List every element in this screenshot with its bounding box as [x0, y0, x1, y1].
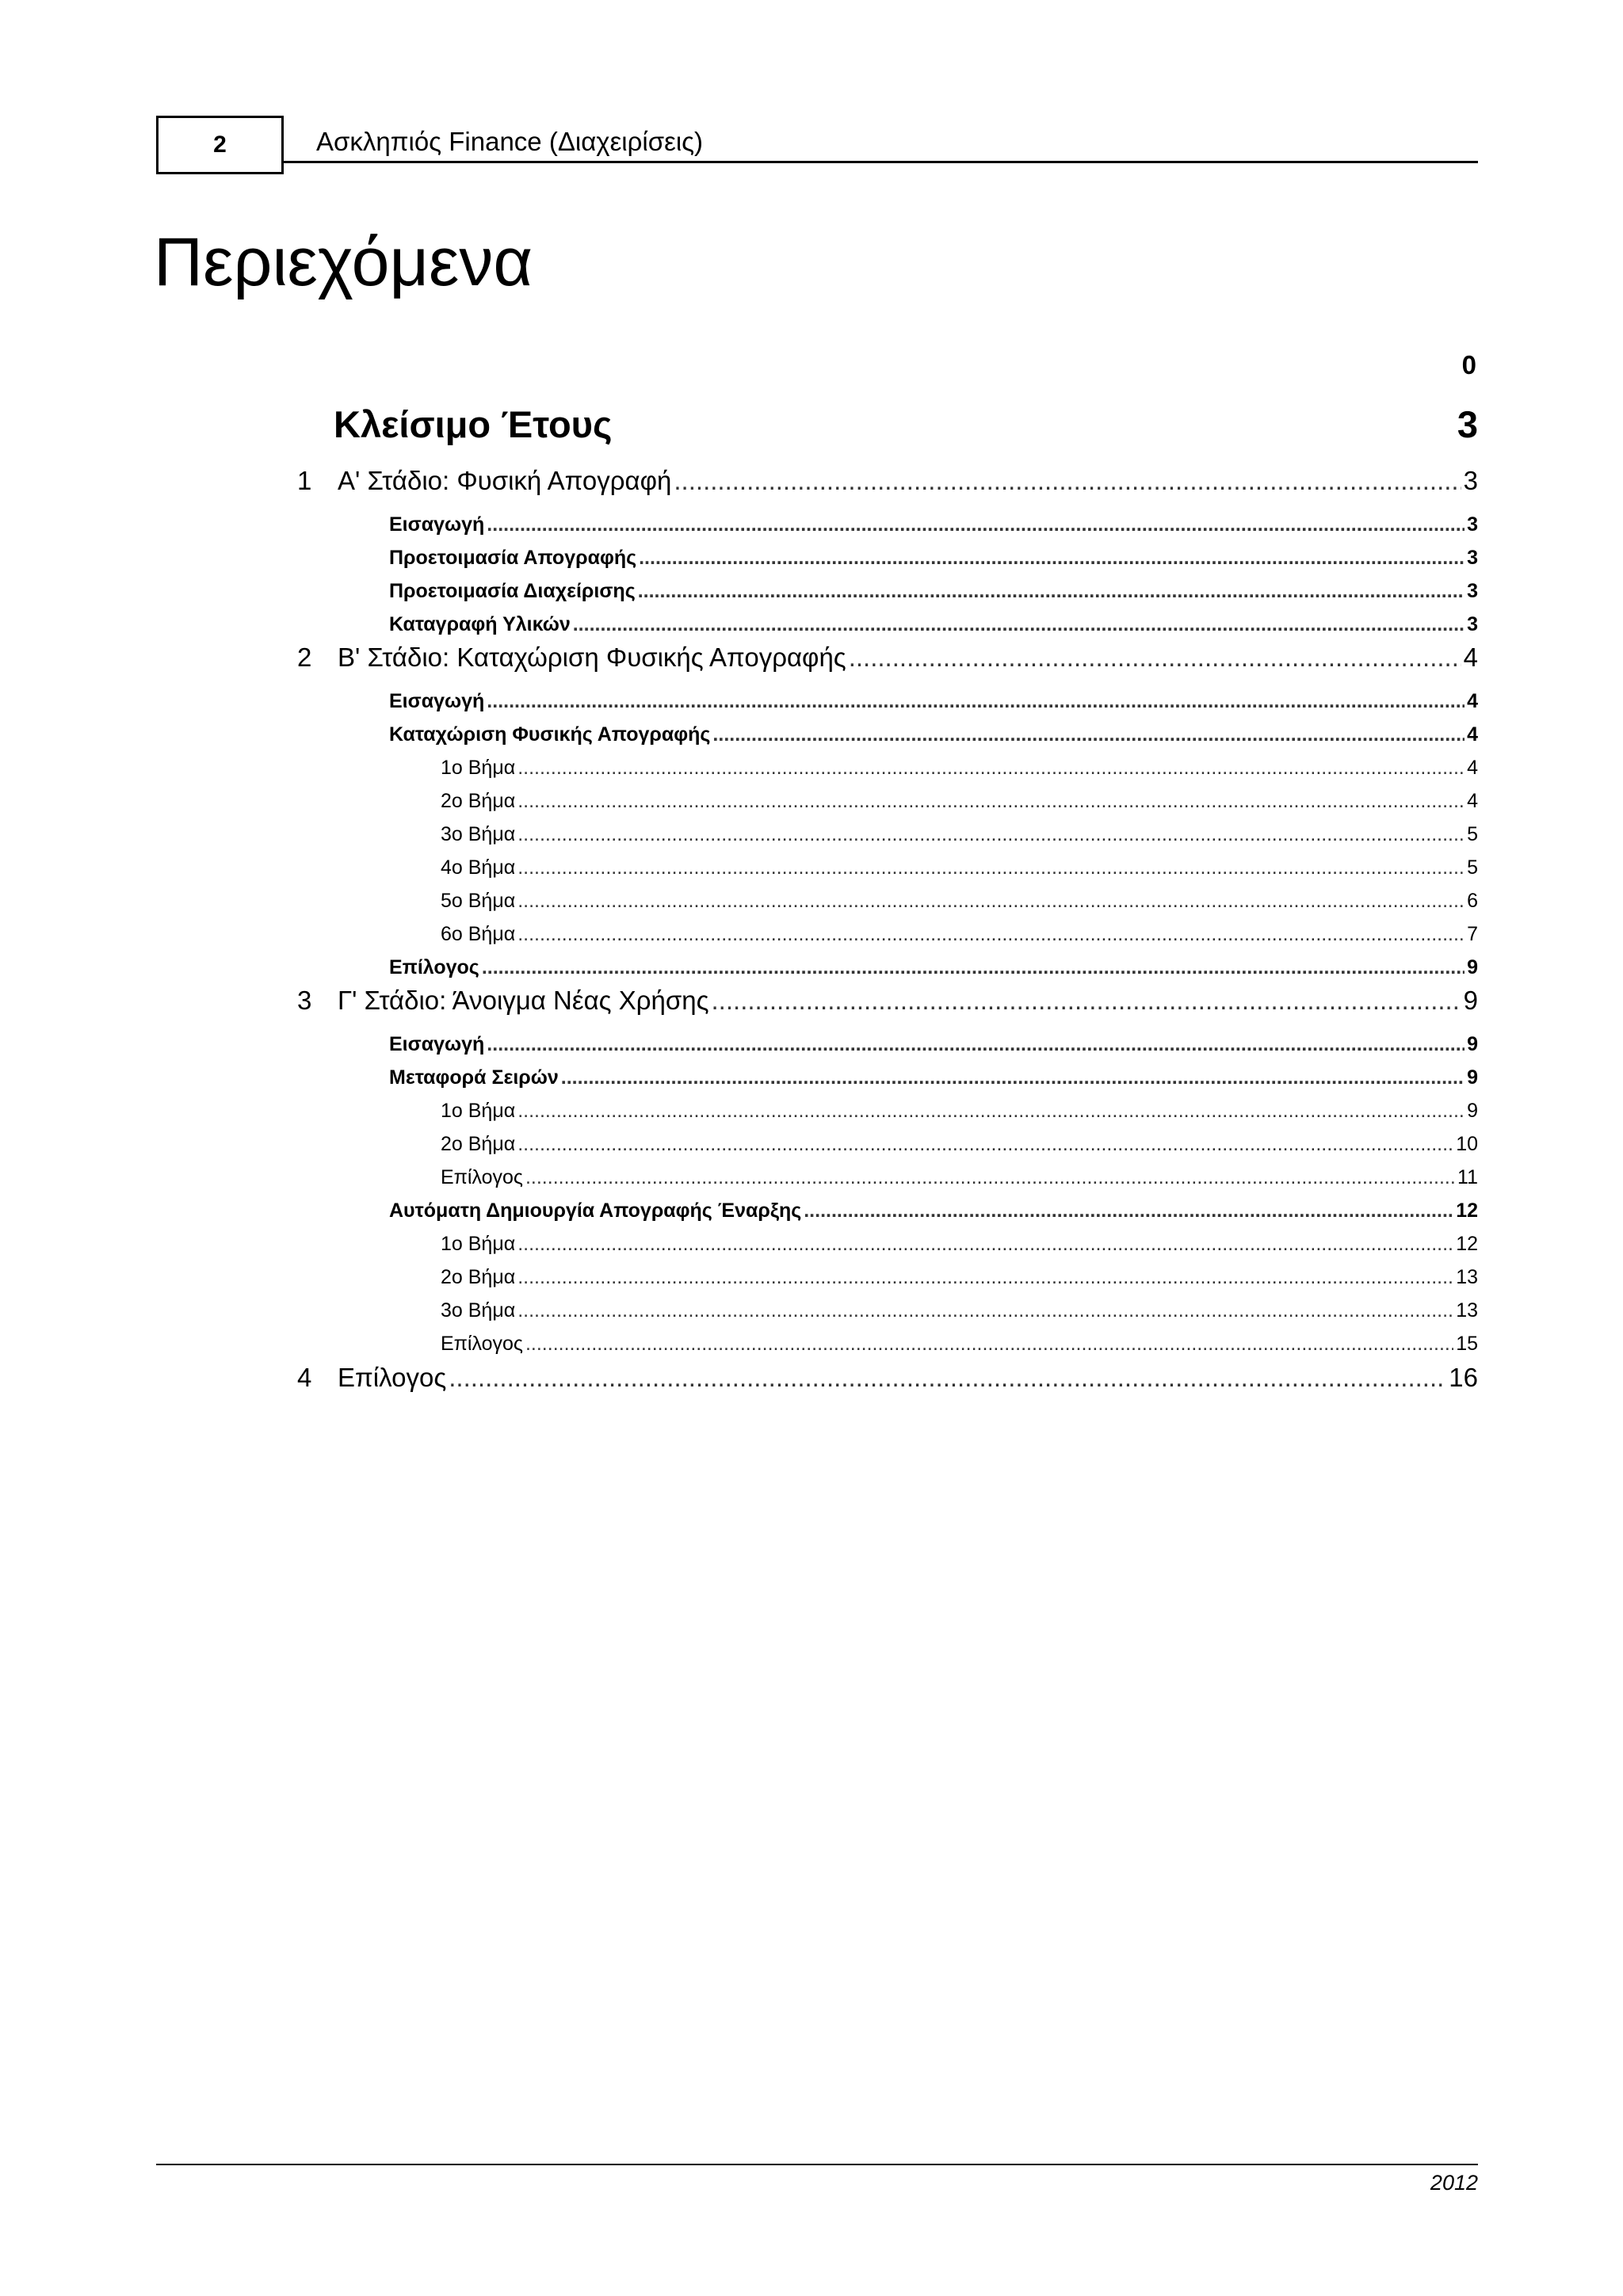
chapter-title: Κλείσιμο Έτους	[334, 403, 613, 445]
toc-entry-label: Εισαγωγή	[389, 1033, 485, 1055]
toc-entry-level2[interactable]	[389, 1033, 1478, 1056]
toc-entry-label: Καταχώριση Φυσικής Απογραφής	[389, 723, 711, 746]
toc-entry-page: 5	[1467, 823, 1478, 845]
dot-leader	[525, 1333, 1453, 1356]
toc-entry-label: 5ο Βήμα	[441, 890, 516, 912]
toc-entry-label: Εισαγωγή	[389, 690, 485, 712]
dot-leader	[449, 1363, 1446, 1393]
toc-entry-level2[interactable]	[389, 723, 1478, 746]
toc-entry-label: Καταγραφή Υλικών	[389, 613, 571, 635]
dot-leader	[517, 890, 1465, 913]
toc-entry-label: 2ο Βήμα	[441, 1266, 516, 1288]
toc-entry-level3[interactable]	[441, 823, 1478, 846]
toc-entry-label: 1ο Βήμα	[441, 1233, 516, 1255]
toc-entry-level3[interactable]	[441, 790, 1478, 813]
toc-entry-page: 11	[1457, 1166, 1478, 1188]
toc-entry-page: 9	[1467, 956, 1478, 978]
toc-entry-label: 6ο Βήμα	[441, 923, 516, 945]
toc-entry-level3[interactable]	[441, 1100, 1478, 1123]
dot-leader	[638, 580, 1465, 603]
toc-entry-page: 3	[1463, 466, 1478, 495]
toc-entry-page: 15	[1456, 1333, 1478, 1355]
toc-entry-page: 9	[1463, 986, 1478, 1015]
toc-entry-label: Επίλογος	[338, 1363, 447, 1392]
dot-leader	[525, 1166, 1455, 1189]
toc-entry-page: 3	[1467, 613, 1478, 635]
toc-entry-page: 9	[1467, 1033, 1478, 1055]
dot-leader	[517, 923, 1465, 946]
toc-entry-label: 2ο Βήμα	[441, 790, 516, 812]
dot-leader	[517, 1100, 1465, 1123]
dot-leader	[517, 823, 1465, 846]
dot-leader	[517, 856, 1465, 879]
toc-entry-level3[interactable]	[441, 856, 1478, 879]
toc-entry-label: Επίλογος	[441, 1166, 523, 1188]
toc-entry-label: Εισαγωγή	[389, 513, 485, 536]
dot-leader	[487, 513, 1465, 536]
dot-leader	[487, 1033, 1465, 1056]
dot-leader	[482, 956, 1465, 979]
toc-entry-level3[interactable]	[441, 1133, 1478, 1156]
toc-entry-level2[interactable]	[389, 580, 1478, 603]
toc-entry-number: 2	[297, 643, 312, 672]
toc-entry-label: 2ο Βήμα	[441, 1133, 516, 1155]
toc-entry-level3[interactable]	[441, 890, 1478, 913]
toc-entry-page: 13	[1456, 1299, 1478, 1322]
toc-entry-page: 10	[1456, 1133, 1478, 1155]
dot-leader	[573, 613, 1465, 636]
chapter-heading[interactable]	[334, 402, 1478, 450]
toc-entry-number: 4	[297, 1363, 312, 1392]
toc-entry-page: 3	[1467, 580, 1478, 602]
dot-leader	[639, 547, 1465, 570]
chapter-page: 3	[1457, 403, 1478, 445]
toc-entry-level2[interactable]	[389, 513, 1478, 536]
toc-entry-level2[interactable]	[389, 1199, 1478, 1222]
dot-leader	[712, 723, 1465, 746]
toc-entry-label: 3ο Βήμα	[441, 1299, 516, 1322]
dot-leader	[517, 1233, 1453, 1256]
dot-leader	[517, 1299, 1453, 1322]
toc-entry-level3[interactable]	[441, 923, 1478, 946]
dot-leader	[517, 757, 1465, 780]
toc-entry-level2[interactable]	[389, 690, 1478, 713]
header-title: Ασκληπιός Finance (Διαχειρίσεις)	[316, 127, 704, 156]
toc-entry-page: 12	[1456, 1233, 1478, 1255]
footer-year: 2012	[1430, 2171, 1478, 2195]
toc-entry-level3[interactable]	[441, 1333, 1478, 1356]
toc-entry-page: 4	[1467, 790, 1478, 812]
toc-entry-label: 4ο Βήμα	[441, 856, 516, 879]
toc-entry-level1[interactable]	[297, 466, 1478, 496]
toc-entry-label: 3ο Βήμα	[441, 823, 516, 845]
toc-entry-level3[interactable]	[441, 757, 1478, 780]
toc-entry-level1[interactable]	[297, 1363, 1478, 1393]
toc-entry-label: Προετοιμασία Διαχείρισης	[389, 580, 636, 602]
toc-entry-label: Γ' Στάδιο: Άνοιγμα Νέας Χρήσης	[338, 986, 709, 1015]
toc-entry-number: 1	[297, 466, 312, 495]
dot-leader	[487, 690, 1465, 713]
page-title: Περιεχόμενα	[154, 224, 533, 300]
toc-entry-page: 13	[1456, 1266, 1478, 1288]
toc-entry-level1[interactable]	[297, 643, 1478, 673]
header-page-number: 2	[156, 116, 284, 174]
dot-leader	[804, 1199, 1453, 1222]
toc-entry-page: 4	[1463, 643, 1478, 672]
dot-leader	[674, 466, 1461, 496]
toc-entry-level2[interactable]	[389, 613, 1478, 636]
toc-entry-page: 12	[1456, 1199, 1478, 1222]
dot-leader	[561, 1066, 1465, 1089]
part-number: 0	[1461, 350, 1476, 379]
toc-entry-page: 3	[1467, 513, 1478, 536]
toc-entry-page: 16	[1449, 1363, 1478, 1392]
toc-entry-label: Επίλογος	[441, 1333, 523, 1355]
toc-entry-label: Αυτόματη Δημιουργία Απογραφής Έναρξης	[389, 1199, 802, 1222]
toc-entry-page: 4	[1467, 757, 1478, 779]
toc-entry-level2[interactable]	[389, 1066, 1478, 1089]
dot-leader	[517, 1133, 1453, 1156]
toc-entry-label: Επίλογος	[389, 956, 479, 978]
dot-leader	[517, 1266, 1453, 1289]
dot-leader	[517, 790, 1465, 813]
toc-entry-level2[interactable]	[389, 547, 1478, 570]
toc-entry-page: 9	[1467, 1100, 1478, 1122]
toc-entry-level3[interactable]	[441, 1166, 1478, 1189]
toc-entry-label: Μεταφορά Σειρών	[389, 1066, 559, 1089]
toc-entry-label: Β' Στάδιο: Καταχώριση Φυσικής Απογραφής	[338, 643, 846, 672]
footer-rule	[156, 2164, 1478, 2165]
toc-entry-level2[interactable]	[389, 956, 1478, 979]
toc-entry-page: 6	[1467, 890, 1478, 912]
toc-entry-level1[interactable]	[297, 986, 1478, 1016]
toc-entry-number: 3	[297, 986, 312, 1015]
toc-entry-level3[interactable]	[441, 1233, 1478, 1256]
toc-entry-page: 9	[1467, 1066, 1478, 1089]
toc-entry-page: 4	[1467, 723, 1478, 746]
dot-leader	[849, 643, 1461, 673]
toc-entry-page: 5	[1467, 856, 1478, 879]
toc-entry-level3[interactable]	[441, 1299, 1478, 1322]
toc-entry-label: Προετοιμασία Απογραφής	[389, 547, 637, 569]
toc-entry-level3[interactable]	[441, 1266, 1478, 1289]
header-rule	[284, 161, 1478, 163]
toc-entry-page: 3	[1467, 547, 1478, 569]
toc-entry-page: 7	[1467, 923, 1478, 945]
toc-entry-label: 1ο Βήμα	[441, 757, 516, 779]
toc-entry-label: 1ο Βήμα	[441, 1100, 516, 1122]
toc-entry-page: 4	[1467, 690, 1478, 712]
dot-leader	[712, 986, 1461, 1016]
toc-entry-label: Α' Στάδιο: Φυσική Απογραφή	[338, 466, 672, 495]
